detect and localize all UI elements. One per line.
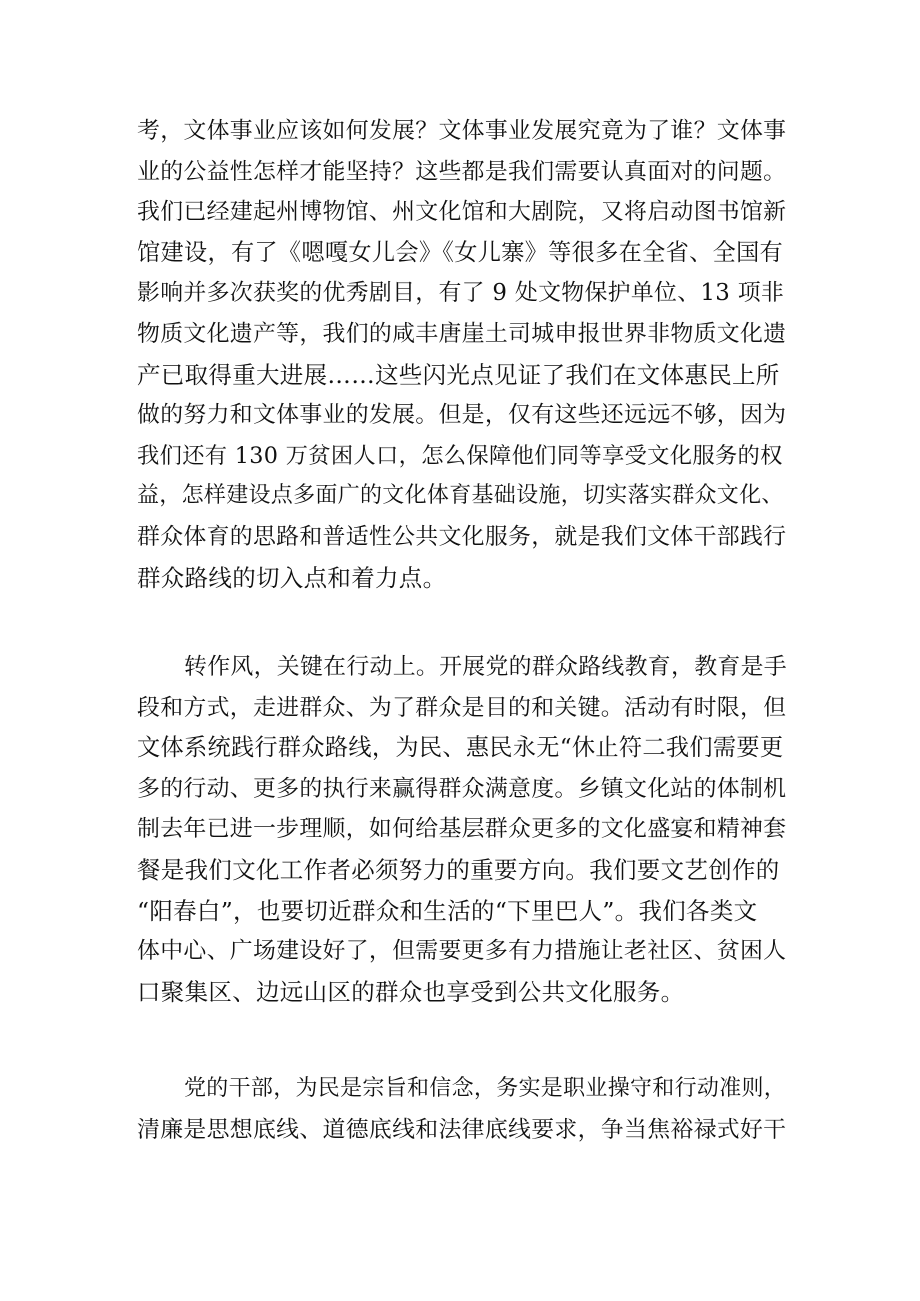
paragraph-1 [137,111,787,598]
text-line: 段和方式，走进群众、为了群众是目的和关键。活动有时限，但 [137,694,787,721]
text-line: 做的努力和文体事业的发展。但是，仅有这些还远远不够，因为 [137,402,787,429]
text-line: 馆建设，有了《嗯嘎女儿会》《女儿寨》等很多在全省、全国有 [137,238,784,266]
text-line: 物质文化遗产等，我们的咸丰唐崖土司城申报世界非物质文化遗 [137,320,787,347]
text-line: 转作风，关键在行动上。开展党的群众路线教育，教育是手 [184,654,787,680]
text-line: 影响并多次获奖的优秀剧目，有了 9 处文物保护单位、13 项非 [137,280,785,307]
text-line: 产已取得重大进展……这些闪光点见证了我们在文体惠民上所 [137,360,780,389]
paragraph-3 [137,1069,787,1150]
text-line: 我们还有 130 万贫困人口，怎么保障他们同等享受文化服务的权 [137,442,783,469]
text-line: 益，怎样建设点多面广的文化体育基础设施，切实落实群众文化、 [137,483,784,509]
text-line: “阳春白”，也要切近群众和生活的“下里巴人”。我们各类文 [137,896,758,925]
text-line: 清廉是思想底线、道德底线和法律底线要求，争当焦裕禄式好干 [137,1116,787,1143]
text-line: 多的行动、更多的执行来赢得群众满意度。乡镇文化站的体制机 [137,775,787,802]
text-line: 群众路线的切入点和着力点。 [137,563,447,592]
text-line: 业的公益性怎样才能坚持？这些都是我们需要认真面对的问题。 [137,158,787,185]
text-line: 制去年已进一步理顺，如何给基层群众更多的文化盛宴和精神套 [137,816,787,843]
text-line: 我们已经建起州博物馆、州文化馆和大剧院，又将启动图书馆新 [137,199,787,226]
paragraph-2 [137,647,787,1012]
text-line: 餐是我们文化工作者必须努力的重要方向。我们要文艺创作的 [137,855,780,884]
text-line: 群众体育的思路和普适性公共文化服务，就是我们文体干部践行 [137,523,787,550]
text-line: 考，文体事业应该如何发展？文体事业发展究竟为了谁？文体事 [137,118,787,144]
text-line: 党的干部，为民是宗旨和信念，务实是职业操守和行动准则， [184,1076,787,1101]
text-line: 文体系统践行群众路线，为民、惠民永无“休止符二我们需要更 [137,734,784,762]
text-line: 体中心、广场建设好了，但需要更多有力措施让老社区、贫困人 [137,938,787,965]
text-line: 口聚集区、边远山区的群众也享受到公共文化服务。 [137,977,685,1006]
